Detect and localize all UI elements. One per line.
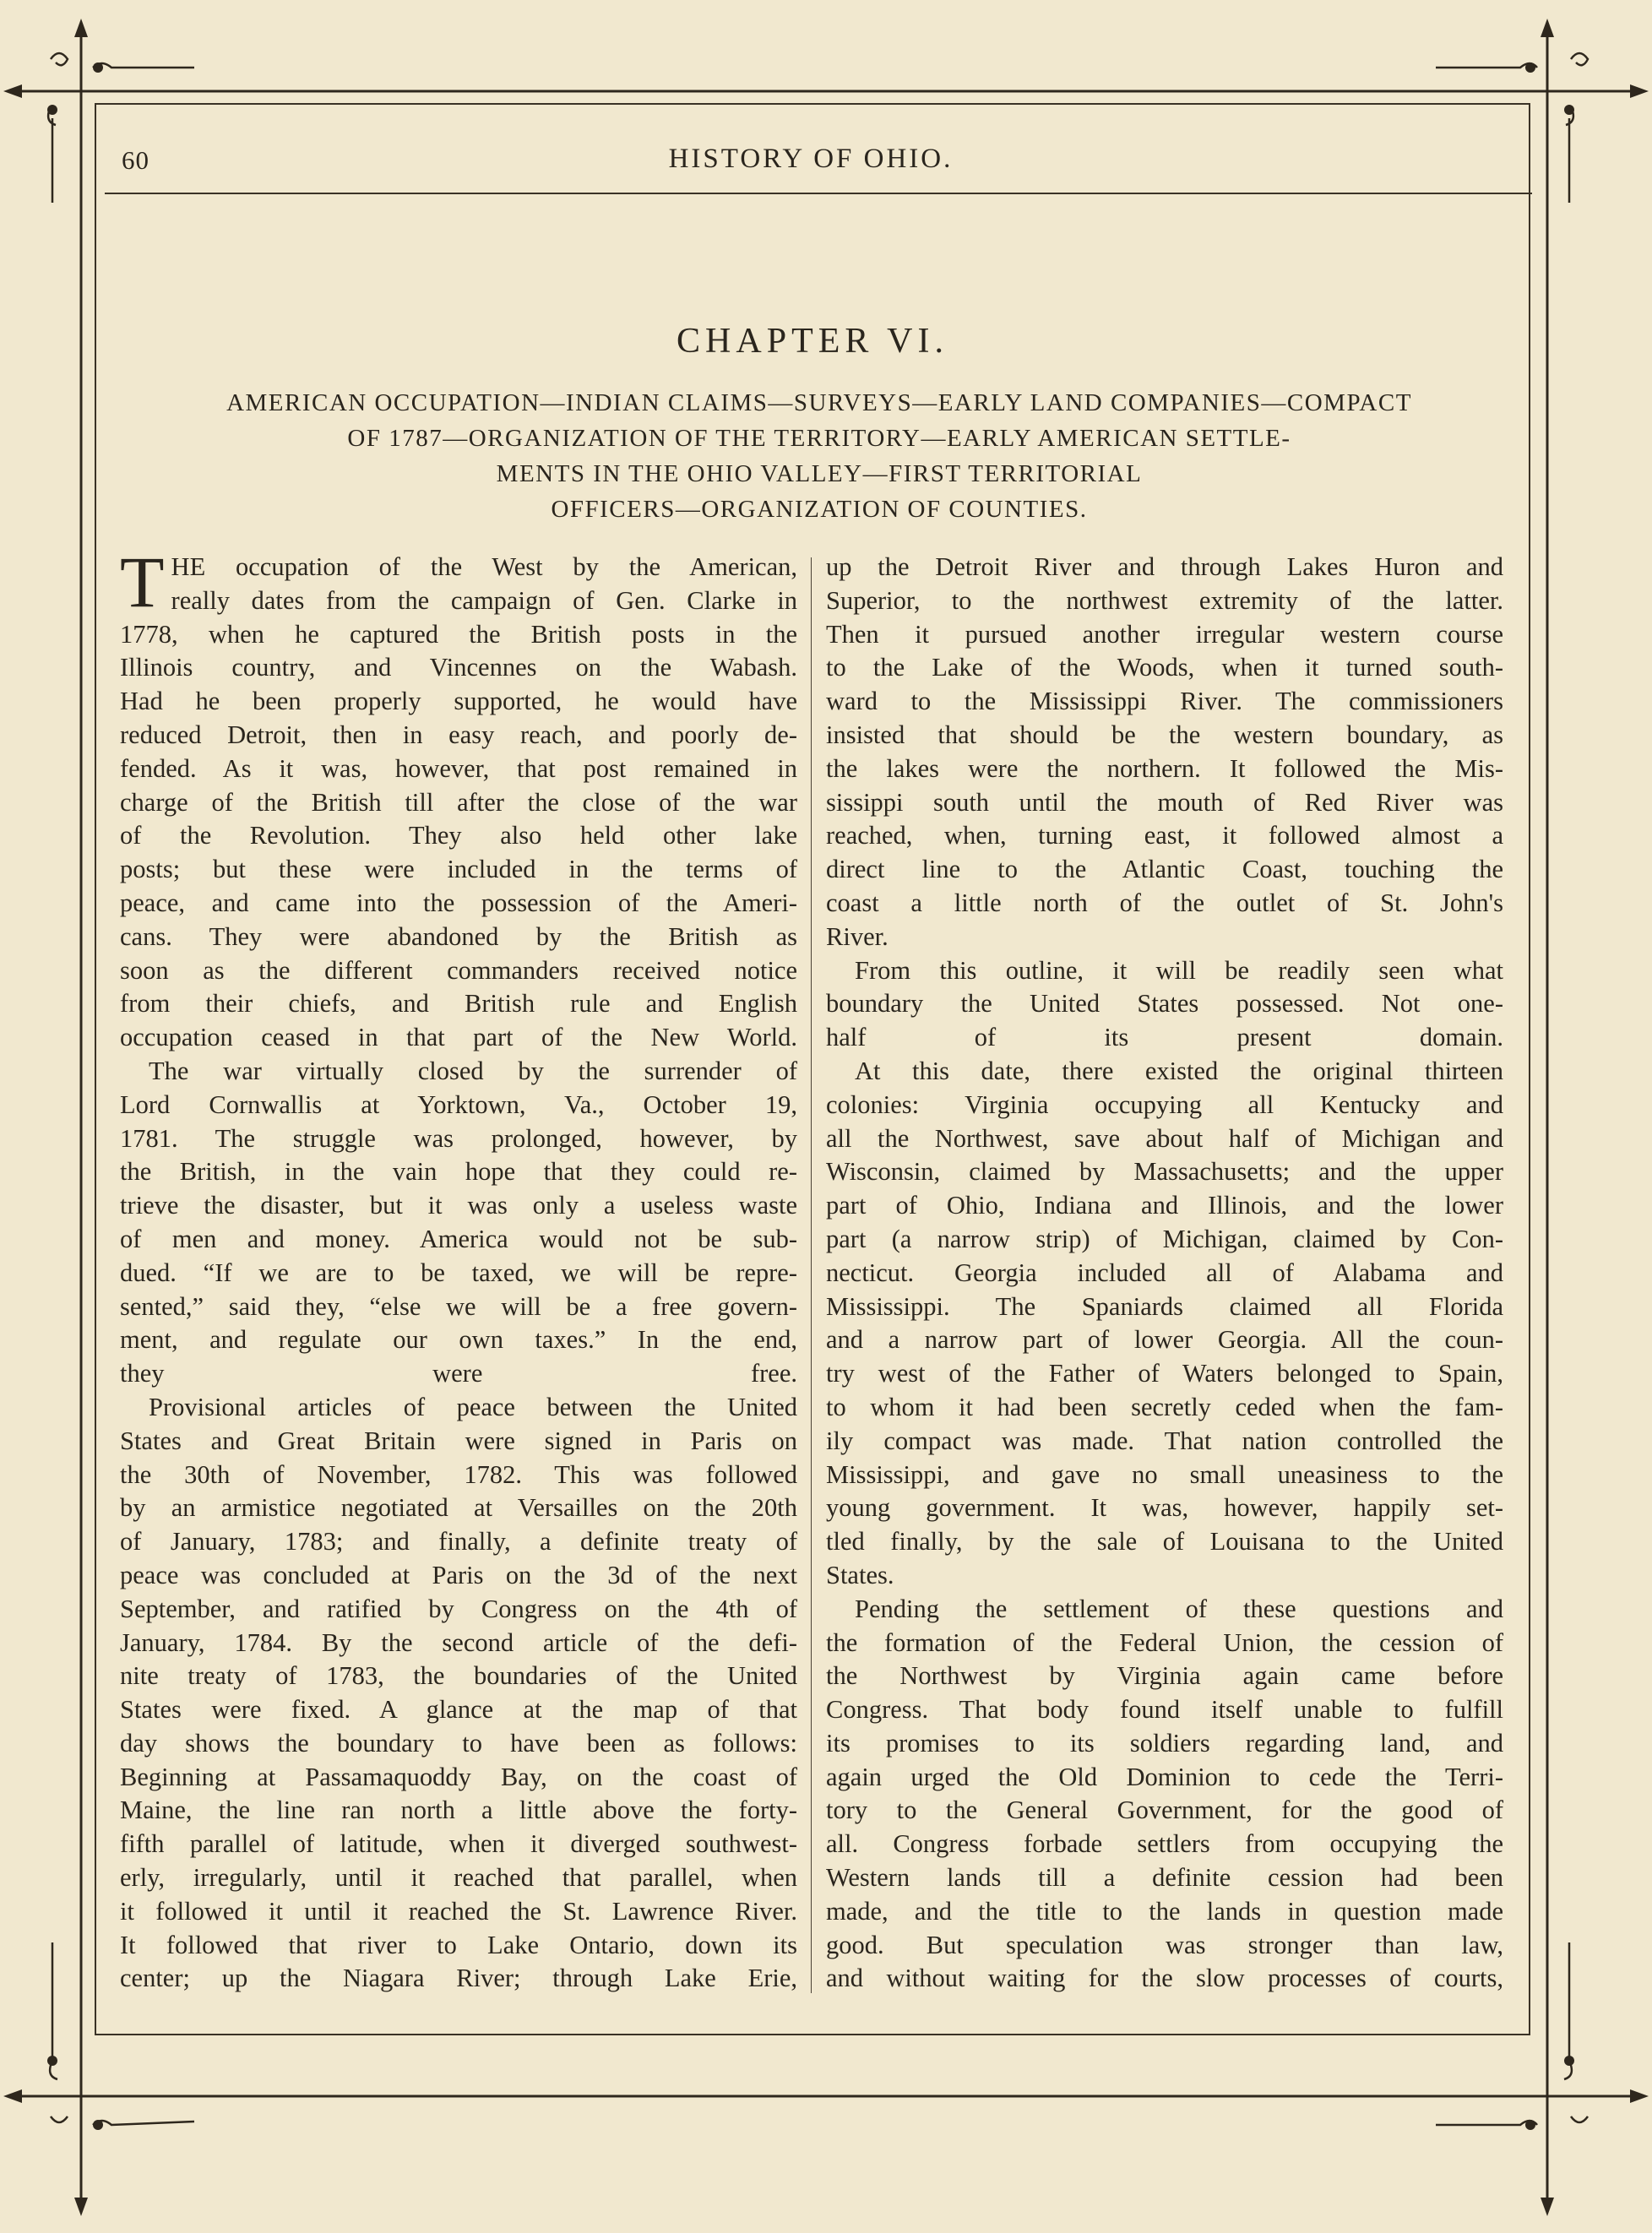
text-line: coast a little north of the outlet of St. John's — [826, 888, 1503, 917]
chapter-synopsis — [118, 385, 1520, 527]
text-line: the 30th of November, 1782. This was followed — [120, 1459, 797, 1489]
text-line: boundary the United States possessed. Not one- — [826, 989, 1503, 1019]
text-line: day shows the boundary to have been as follows: — [120, 1728, 797, 1758]
text-line: sented,” said they, “else we will be a free govern- — [120, 1291, 797, 1321]
text-line: 1778, when he captured the British posts in the — [120, 619, 797, 649]
text-line: soon as the different commanders received notice — [120, 955, 797, 985]
text-line: The war virtually closed by the surrender of — [149, 1056, 797, 1085]
text-line: HE occupation of the West by the American, — [171, 552, 797, 581]
synopsis-line: AMERICAN OCCUPATION—INDIAN CLAIMS—SURVEYS—EARLY LAND COMPANIES—COMPACT — [226, 389, 1412, 416]
text-line: States were fixed. A glance at the map of that — [120, 1695, 797, 1725]
text-line: nite treaty of 1783, the boundaries of the United — [120, 1661, 797, 1691]
drop-cap: T — [120, 541, 165, 622]
text-line: January, 1784. By the second article of the defi- — [120, 1627, 797, 1657]
chapter-title: CHAPTER VI. — [677, 322, 948, 361]
text-line: of men and money. America would not be sub- — [120, 1224, 797, 1253]
text-line: by an armistice negotiated at Versailles on the 20th — [120, 1493, 797, 1523]
text-line: the British, in the vain hope that they could re- — [120, 1157, 797, 1187]
text-line: center; up the Niagara River; through Lake Erie, — [120, 1964, 797, 1993]
text-line: trieve the disaster, but it was only a useless waste — [120, 1191, 797, 1220]
text-line: States. — [826, 1560, 894, 1589]
text-line: At this date, there existed the original thirteen — [855, 1056, 1503, 1085]
text-line: Provisional articles of peace between the United — [149, 1392, 797, 1421]
text-line: to the Lake of the Woods, when it turned south- — [826, 653, 1503, 682]
text-line: made, and the title to the lands in question made — [826, 1896, 1503, 1926]
text-line: really dates from the campaign of Gen. Clarke in — [171, 585, 797, 615]
text-line: ily compact was made. That nation controlled the — [826, 1426, 1503, 1455]
synopsis-line: MENTS IN THE OHIO VALLEY—FIRST TERRITORIAL — [496, 460, 1143, 487]
text-line: from their chiefs, and British rule and English — [120, 989, 797, 1019]
header-rule — [105, 193, 1532, 194]
text-line: Mississippi. The Spaniards claimed all Florida — [826, 1291, 1503, 1321]
text-line: its promises to its soldiers regarding land, and — [826, 1728, 1503, 1758]
text-line: Had he been properly supported, he would have — [120, 687, 797, 716]
text-line: 1781. The struggle was prolonged, however, by — [120, 1123, 797, 1153]
text-line: they were free. — [120, 1359, 797, 1388]
text-line: part (a narrow strip) of Michigan, claimed by Con- — [826, 1224, 1503, 1253]
text-line: of the Revolution. They also held other lake — [120, 821, 797, 850]
text-line: and without waiting for the slow processes of courts, — [826, 1964, 1503, 1993]
text-line: States and Great Britain were signed in Paris on — [120, 1426, 797, 1455]
text-line: Superior, to the northwest extremity of the latter. — [826, 585, 1503, 615]
text-line: Pending the settlement of these questions and — [855, 1594, 1503, 1623]
text-line: fended. As it was, however, that post remained in — [120, 753, 797, 783]
text-line: sissippi south until the mouth of Red River was — [826, 787, 1503, 817]
synopsis-line: OFFICERS—ORGANIZATION OF COUNTIES. — [551, 496, 1088, 523]
text-line: posts; but these were included in the terms of — [120, 855, 797, 884]
synopsis-line: OF 1787—ORGANIZATION OF THE TERRITORY—EARLY AMERICAN SETTLE- — [347, 425, 1291, 452]
text-line: peace was concluded at Paris on the 3d of the next — [120, 1560, 797, 1589]
text-line: Illinois country, and Vincennes on the Wabash. — [120, 653, 797, 682]
text-line: It followed that river to Lake Ontario, down its — [120, 1930, 797, 1959]
text-line: colonies: Virginia occupying all Kentucky and — [826, 1089, 1503, 1119]
text-line: tled finally, by the sale of Louisana to the United — [826, 1527, 1503, 1557]
text-line: September, and ratified by Congress on the 4th of — [120, 1594, 797, 1623]
text-line: cans. They were abandoned by the British as — [120, 921, 797, 951]
text-line: Maine, the line ran north a little above the forty- — [120, 1796, 797, 1825]
right-text-column — [826, 551, 1503, 1996]
page-number: 60 — [122, 145, 149, 175]
text-line: Beginning at Passamaquoddy Bay, on the coast of — [120, 1762, 797, 1791]
text-line: Western lands till a definite cession had been — [826, 1863, 1503, 1893]
text-line: dued. “If we are to be taxed, we will be repre- — [120, 1258, 797, 1287]
text-line: all the Northwest, save about half of Michigan and — [826, 1123, 1503, 1153]
text-line: peace, and came into the possession of the Ameri- — [120, 888, 797, 917]
text-line: Then it pursued another irregular western course — [826, 619, 1503, 649]
running-title: HISTORY OF OHIO. — [668, 144, 954, 174]
text-line: tory to the General Government, for the good of — [826, 1796, 1503, 1825]
text-line: charge of the British till after the close of the war — [120, 787, 797, 817]
text-line: good. But speculation was stronger than law, — [826, 1930, 1503, 1959]
running-head — [118, 140, 1503, 182]
text-line: try west of the Father of Waters belonged to Spain, — [826, 1359, 1503, 1388]
text-line: ward to the Mississippi River. The commissioners — [826, 687, 1503, 716]
text-line: it followed it until it reached the St. Lawrence River. — [120, 1896, 797, 1926]
left-text-column — [120, 541, 797, 1996]
text-line: up the Detroit River and through Lakes Huron and — [826, 552, 1503, 581]
text-line: Lord Cornwallis at Yorktown, Va., October 19, — [120, 1089, 797, 1119]
text-line: the formation of the Federal Union, the cession of — [826, 1627, 1503, 1657]
text-line: insisted that should be the western boundary, as — [826, 720, 1503, 749]
text-line: part of Ohio, Indiana and Illinois, and the lower — [826, 1191, 1503, 1220]
column-divider — [811, 557, 812, 1993]
text-line: necticut. Georgia included all of Alabama and — [826, 1258, 1503, 1287]
text-line: Congress. That body found itself unable to fulfill — [826, 1695, 1503, 1725]
text-line: the lakes were the northern. It followed the Mis- — [826, 753, 1503, 783]
text-line: From this outline, it will be readily seen what — [855, 955, 1503, 985]
text-line: Mississippi, and gave no small uneasiness to the — [826, 1459, 1503, 1489]
text-line: reduced Detroit, then in easy reach, and poorly de- — [120, 720, 797, 749]
text-line: reached, when, turning east, it followed almost a — [826, 821, 1503, 850]
text-line: of January, 1783; and finally, a definite treaty of — [120, 1527, 797, 1557]
text-line: to whom it had been secretly ceded when the fam- — [826, 1392, 1503, 1421]
text-line: the Northwest by Virginia again came before — [826, 1661, 1503, 1691]
text-line: direct line to the Atlantic Coast, touching the — [826, 855, 1503, 884]
text-line: erly, irregularly, until it reached that parallel, when — [120, 1863, 797, 1893]
text-line: River. — [826, 921, 888, 951]
text-line: half of its present domain. — [826, 1023, 1503, 1052]
text-line: fifth parallel of latitude, when it diverged southwest- — [120, 1829, 797, 1859]
text-line: young government. It was, however, happily set- — [826, 1493, 1503, 1523]
text-line: and a narrow part of lower Georgia. All the coun- — [826, 1325, 1503, 1355]
text-line: Wisconsin, claimed by Massachusetts; and the upper — [826, 1157, 1503, 1187]
text-line: ment, and regulate our own taxes.” In the end, — [120, 1325, 797, 1355]
text-line: all. Congress forbade settlers from occupying the — [826, 1829, 1503, 1859]
text-line: again urged the Old Dominion to cede the Terri- — [826, 1762, 1503, 1791]
text-line: occupation ceased in that part of the New World. — [120, 1023, 797, 1052]
